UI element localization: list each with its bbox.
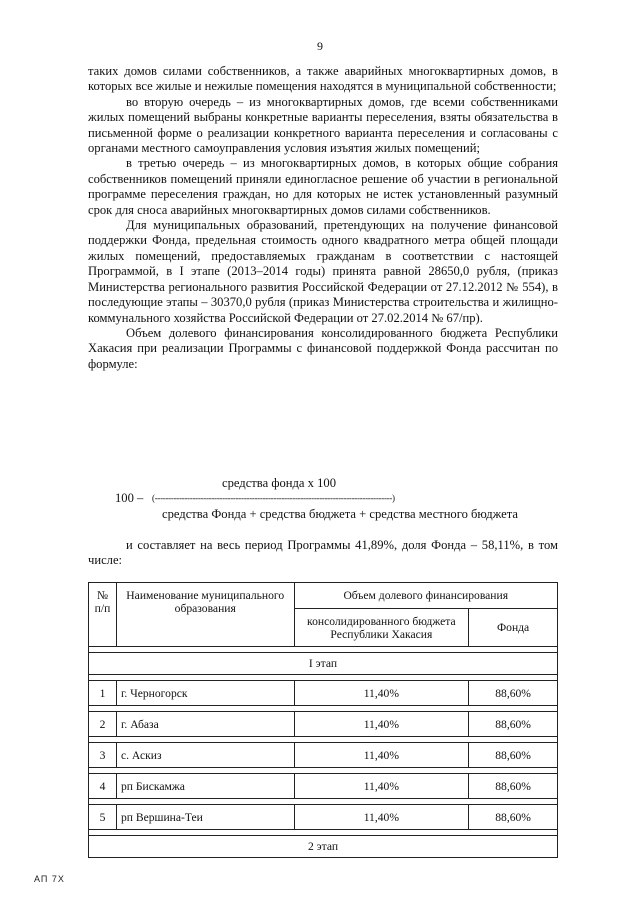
row-name: г. Абаза	[116, 712, 294, 737]
row-name: рп Бискамжа	[116, 774, 294, 799]
row-fund: 88,60%	[469, 743, 558, 768]
header-fund: Фонда	[469, 609, 558, 647]
corner-mark: АП 7Х	[34, 874, 65, 884]
row-fund: 88,60%	[469, 712, 558, 737]
row-name: рп Вершина-Теи	[116, 805, 294, 830]
paragraph: в третью очередь – из многоквартирных домов, в которых общие собрания собственников помещений приняли единогласное решение об участии в региональной программе переселения граждан, но для которых не истек установленный разумный срок для сноса аварийных многоквартирных домов силами собственников.	[88, 156, 558, 217]
row-number: 3	[89, 743, 117, 768]
stage-row	[89, 836, 558, 858]
body-text	[88, 64, 558, 372]
row-budget: 11,40%	[294, 774, 469, 799]
table-row	[89, 712, 558, 737]
row-budget: 11,40%	[294, 805, 469, 830]
header-name: Наименование муниципального образования	[116, 583, 294, 647]
row-name: с. Аскиз	[116, 743, 294, 768]
page-number: 9	[317, 39, 323, 53]
paragraph: во вторую очередь – из многоквартирных домов, где всеми собственниками жилых помещений выбраны конкретные варианты переселения, взяты обязательства в письменной форме о реализации конкретного варианта переселения и согласованы с органами местного самоуправления условия изъятия жилых помещений;	[88, 94, 558, 156]
row-fund: 88,60%	[469, 805, 558, 830]
stage-1-label: I этап	[89, 653, 558, 675]
header-share: Объем долевого финансирования	[294, 583, 557, 609]
paragraph: Объем долевого финансирования консолидированного бюджета Республики Хакасия при реализации Программы с финансовой поддержкой Фонда рассчитан по формуле:	[88, 325, 558, 371]
formula-fraction-line: (----------------------------------------------------------------------------------------)	[152, 493, 395, 503]
stage-row	[89, 653, 558, 675]
row-fund: 88,60%	[469, 774, 558, 799]
table-row	[89, 805, 558, 830]
header-budget: консолидированного бюджета Республики Хакасия	[294, 609, 469, 647]
paragraph: Для муниципальных образований, претендующих на получение финансовой поддержки Фонда, предельная стоимость одного квадратного метра общей площади жилых помещений, предоставляемых гражданам в соответствии с настоящей Программой, в I этапе (2013–2014 годы) принята равной 28650,0 рубля, (приказ Министерства регионального развития Российской Федерации от 27.12.2012 № 554), в последующие этапы – 30370,0 рубля (приказ Министерства строительства и жилищно-коммунального хозяйства Российской Федерации от 27.02.2014 № 67/пр).	[88, 218, 558, 325]
header-number: № п/п	[89, 583, 117, 647]
table-row	[89, 681, 558, 706]
row-budget: 11,40%	[294, 712, 469, 737]
row-name: г. Черногорск	[116, 681, 294, 706]
paragraph: таких домов силами собственников, а также аварийных многоквартирных домов, в которых все жилые и нежилые помещения находятся в муниципальной собственности;	[88, 64, 558, 94]
formula-numerator: средства фонда х 100	[222, 476, 337, 490]
row-budget: 11,40%	[294, 681, 469, 706]
table-row	[89, 743, 558, 768]
row-fund: 88,60%	[469, 681, 558, 706]
table-header-row	[89, 583, 558, 609]
row-budget: 11,40%	[294, 743, 469, 768]
row-number: 4	[89, 774, 117, 799]
row-number: 2	[89, 712, 117, 737]
after-formula-text: и составляет на весь период Программы 41,89%, доля Фонда – 58,11%, в том числе:	[88, 538, 558, 568]
table-row	[89, 774, 558, 799]
stage-2-label: 2 этап	[89, 836, 558, 858]
financing-table	[88, 582, 558, 858]
formula-denominator: средства Фонда + средства бюджета + средства местного бюджета	[162, 507, 518, 521]
formula-prefix: 100 –	[115, 491, 144, 505]
row-number: 1	[89, 681, 117, 706]
row-number: 5	[89, 805, 117, 830]
